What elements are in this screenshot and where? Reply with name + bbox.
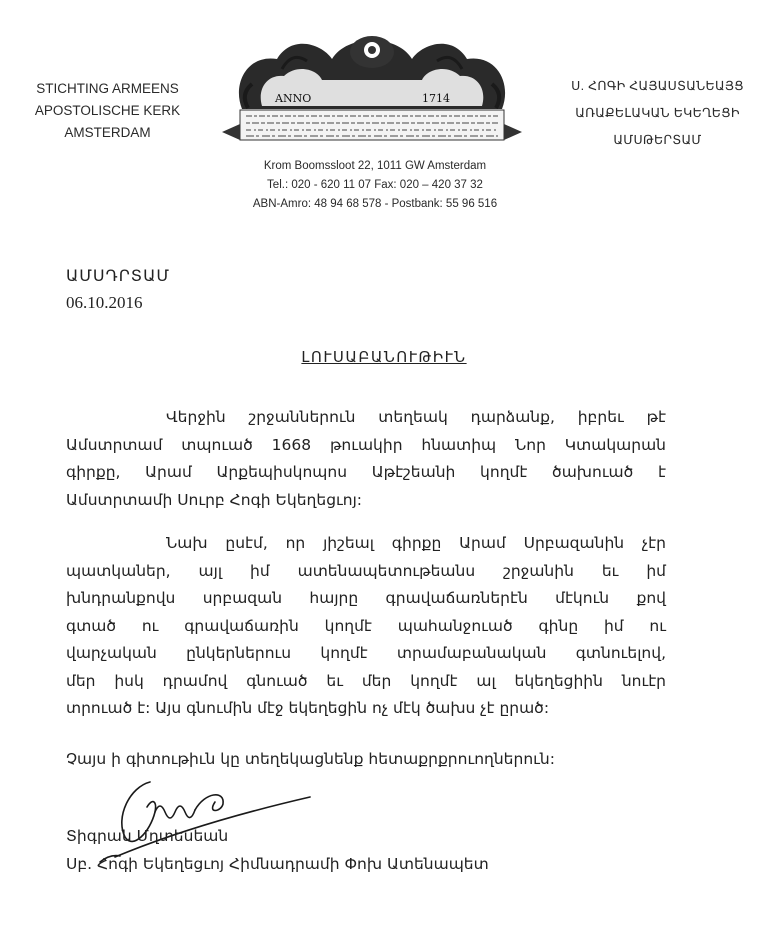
signer-position: Սբ. Հոգի Եկեղեցւոյ Հիմնադրամի Փոխ Ատենապետ: [66, 855, 489, 873]
letter-place: ԱՄՍԴՐՏԱՄ: [66, 266, 170, 285]
church-name-line: ԱՌԱՔԵԼԱԿԱՆ ԵԿԵՂԵՑԻ: [575, 106, 740, 120]
paragraph-line: Ամստրտամի Սուրբ Հոգի Եկեղեցւոյ:: [66, 490, 362, 509]
paragraph-line: խնդրանքովս սրբազան հայրը գրավաճառներէն մէկուն քով: [66, 589, 666, 607]
paragraph-line: պատկաներ, այլ իմ ատենապետութեանս շրջանին եւ իմ: [66, 561, 666, 580]
bank-accounts-line: ABN-Amro: 48 94 68 578 - Postbank: 55 96 516: [252, 198, 498, 210]
paragraph-line: Նախ ըսէմ, որ յիշեալ գիրքը Արամ Սրբազանին չէր: [166, 534, 666, 552]
paragraph-line: մեր իսկ դրամով գնուած եւ մեր կողմէ ալ եկեղեցիին նուէր: [66, 671, 666, 690]
church-name-armenian: [560, 73, 755, 154]
paragraph-line: Վերջին շրջաններուն տեղեակ դարձանք, իբրեւ թէ: [166, 408, 666, 426]
signer-name: Տիգրան Մղտեսեան: [66, 827, 229, 845]
paragraph-line: գտած ու գրավաճառին կողմէ պահանջուած գինը իմ ու: [66, 616, 666, 635]
church-emblem-logo: [222, 14, 522, 149]
church-name-dutch: [20, 78, 195, 144]
church-name-line: STICHTING ARMEENS: [36, 81, 179, 96]
contact-block: [225, 157, 525, 214]
body-paragraph: [66, 404, 666, 514]
paragraph-line: տրուած է: Այս գնումին մէջ եկեղեցին ոչ մէկ ծախս չէ ըրած:: [66, 699, 550, 717]
church-name-line: ԱՄՍԹԵՐՏԱՄ: [613, 133, 702, 147]
church-name-line: APOSTOLISCHE KERK: [34, 103, 181, 118]
church-name-line: Ս. ՀՈԳԻ ՀԱՅԱՍՏԱՆԵԱՅՑ: [571, 79, 744, 93]
body-paragraph: [66, 530, 666, 723]
document-title: ԼՈՒՍԱԲԱՆՈՒԹԻՒՆ: [301, 348, 467, 366]
church-name-line: AMSTERDAM: [64, 125, 151, 140]
paragraph-line: գիրքը, Արամ Արքեպիսկոպոս Աթէշեանի կողմէ ծախուած է: [66, 463, 666, 481]
signer-block: [66, 822, 489, 878]
emblem-anno-text: ANNO: [275, 92, 312, 105]
letter-date: 06.10.2016: [66, 293, 143, 312]
phone-fax-line: Tel.: 020 - 620 11 07 Fax: 020 – 420 37 32: [267, 179, 483, 191]
address-line: Krom Boomssloot 22, 1011 GW Amsterdam: [263, 160, 487, 172]
emblem-year-text: 1714: [422, 92, 450, 105]
paragraph-line: վարչական ընկերներուս կողմէ տրամաբանական գտնուելով,: [66, 644, 666, 662]
paragraph-line: Ամստրտամ տպուած 1668 թուակիր հնատիպ Նոր Կտակարան: [66, 435, 666, 454]
paragraph-line: Չայս ի գիտութիւն կը տեղեկացնենք հետաքրքրուողներուն:: [66, 750, 555, 768]
emblem-drawing: [222, 14, 522, 149]
